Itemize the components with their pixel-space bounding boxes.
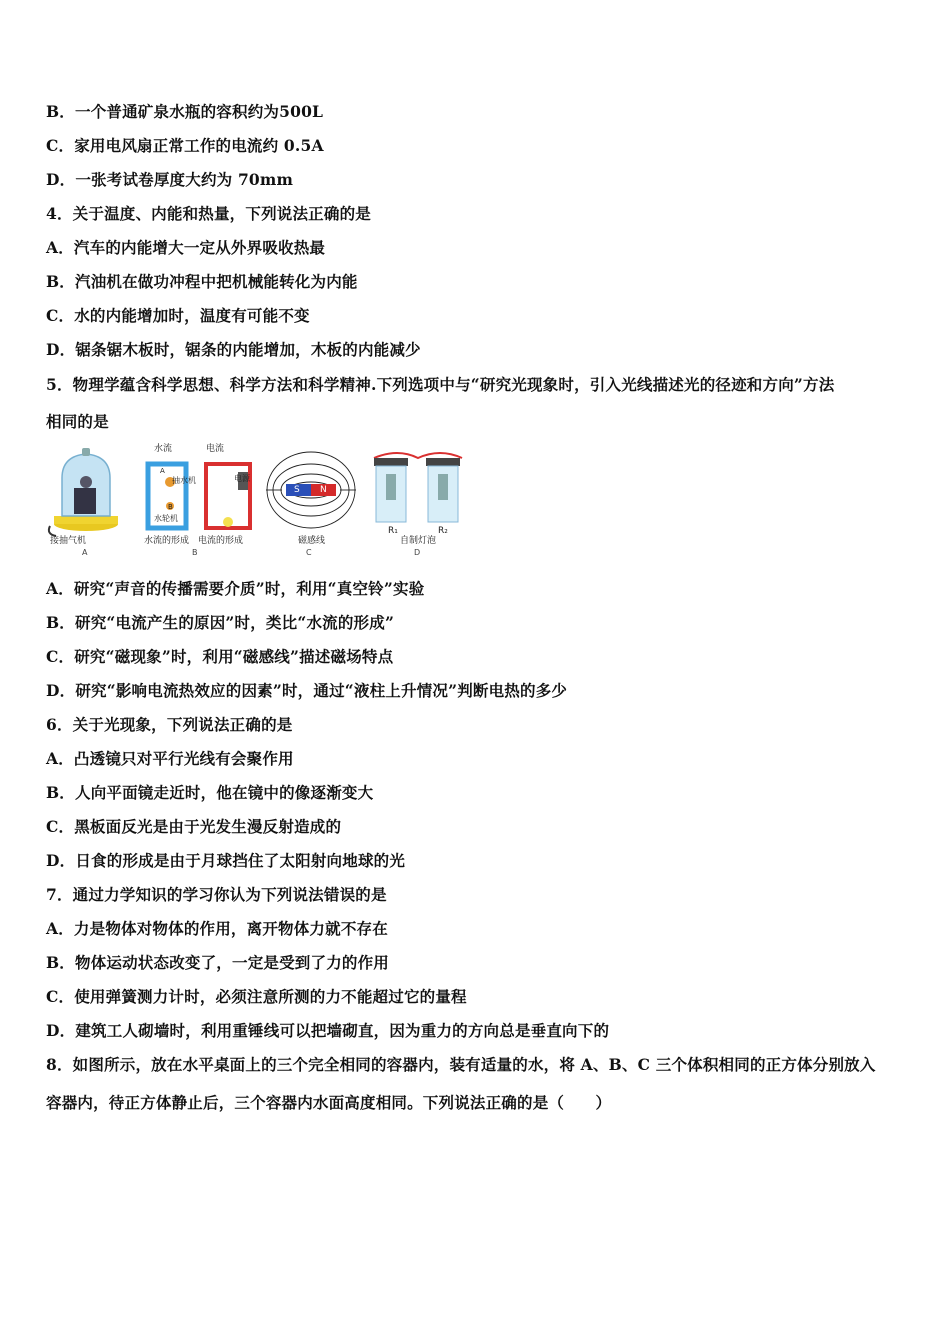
label-pump: 抽水机 [172,476,196,485]
q5-option-b: B．研究“电流产生的原因”时，类比“水流的形成” [46,613,395,632]
q7-option-d: D．建筑工人砌墙时，利用重锤线可以把墙砌直，因为重力的方向总是垂直向下的 [46,1021,610,1040]
label-a-point: A [160,467,165,475]
q3-option-d: D．一张考试卷厚度大约为 70mm [46,170,294,189]
bulb-containers-diagram [368,444,468,528]
figure-c-letter: C [306,548,312,557]
q8-stem-line1: 8．如图所示，放在水平桌面上的三个完全相同的容器内，装有适量的水，将 A、B、C 三个体积相同的正方体分别放入 [46,1055,876,1074]
q5-figures [46,444,466,560]
pole-n: N [320,485,327,495]
q4-stem: 4．关于温度、内能和热量，下列说法正确的是 [46,204,371,223]
pole-s: S [294,485,300,495]
q5-option-d: D．研究“影响电流热效应的因素”时，通过“液柱上升情况”判断电热的多少 [46,681,568,700]
label-water: 水流 [154,444,173,454]
q5-stem-line2: 相同的是 [46,412,109,431]
q6-option-d: D．日食的形成是由于月球挡住了太阳射向地球的光 [46,851,406,870]
figure-c-field-lines [266,444,356,560]
q7-option-c: C．使用弹簧测力计时，必须注意所测的力不能超过它的量程 [46,987,467,1006]
figure-b-water-analogy [142,444,254,560]
figure-b-letter: B [192,548,198,557]
q3-option-c: C．家用电风扇正常工作的电流约 0.5A [46,136,324,155]
q5-stem-line1: 5．物理学蕴含科学思想、科学方法和科学精神.下列选项中与“研究光现象时，引入光线描述光的径迹和方向”方法 [46,375,835,394]
magnet-field-diagram [266,444,356,534]
q7-option-a: A．力是物体对物体的作用，离开物体力就不存在 [46,919,388,938]
q5-option-c: C．研究“磁现象”时，利用“磁感线”描述磁场特点 [46,647,394,666]
figure-d-caption: 自制灯泡 [400,536,437,546]
q6-option-a: A．凸透镜只对平行光线有会聚作用 [46,749,294,768]
q5-option-a: A．研究“声音的传播需要介质”时，利用“真空铃”实验 [46,579,425,598]
figure-d-homemade-bulbs [368,444,468,560]
label-b-point: B [168,503,173,511]
figure-a-bell-jar [46,444,126,560]
figure-c-caption: 磁感线 [298,536,326,546]
q6-stem: 6．关于光现象，下列说法正确的是 [46,715,293,734]
figure-a-letter: A [82,548,88,557]
q8-stem-line2: 容器内，待正方体静止后，三个容器内水面高度相同。下列说法正确的是（ ） [46,1093,612,1112]
bell-jar-icon [46,444,126,540]
figure-a-caption: 接抽气机 [50,536,87,546]
q4-option-a: A．汽车的内能增大一定从外界吸收热最 [46,238,326,257]
water-circuit-diagram [142,456,254,536]
figure-d-letter: D [414,548,421,557]
label-r1: R₁ [388,526,398,536]
q4-option-d: D．锯条锯木板时，锯条的内能增加，木板的内能减少 [46,340,421,359]
label-turbine: 水轮机 [154,514,178,523]
q7-stem: 7．通过力学知识的学习你认为下列说法错误的是 [46,885,387,904]
caption-water-formation: 水流的形成 [144,536,190,546]
q4-option-c: C．水的内能增加时，温度有可能不变 [46,306,310,325]
label-source: 电源 [234,474,250,483]
caption-current-formation: 电流的形成 [198,536,244,546]
q4-option-b: B．汽油机在做功冲程中把机械能转化为内能 [46,272,358,291]
q6-option-c: C．黑板面反光是由于光发生漫反射造成的 [46,817,342,836]
q7-option-b: B．物体运动状态改变了，一定是受到了力的作用 [46,953,390,972]
q3-option-b: B．一个普通矿泉水瓶的容积约为500L [46,102,324,121]
label-r2: R₂ [438,526,448,536]
q6-option-b: B．人向平面镜走近时，他在镜中的像逐渐变大 [46,783,374,802]
label-current: 电流 [206,444,225,454]
